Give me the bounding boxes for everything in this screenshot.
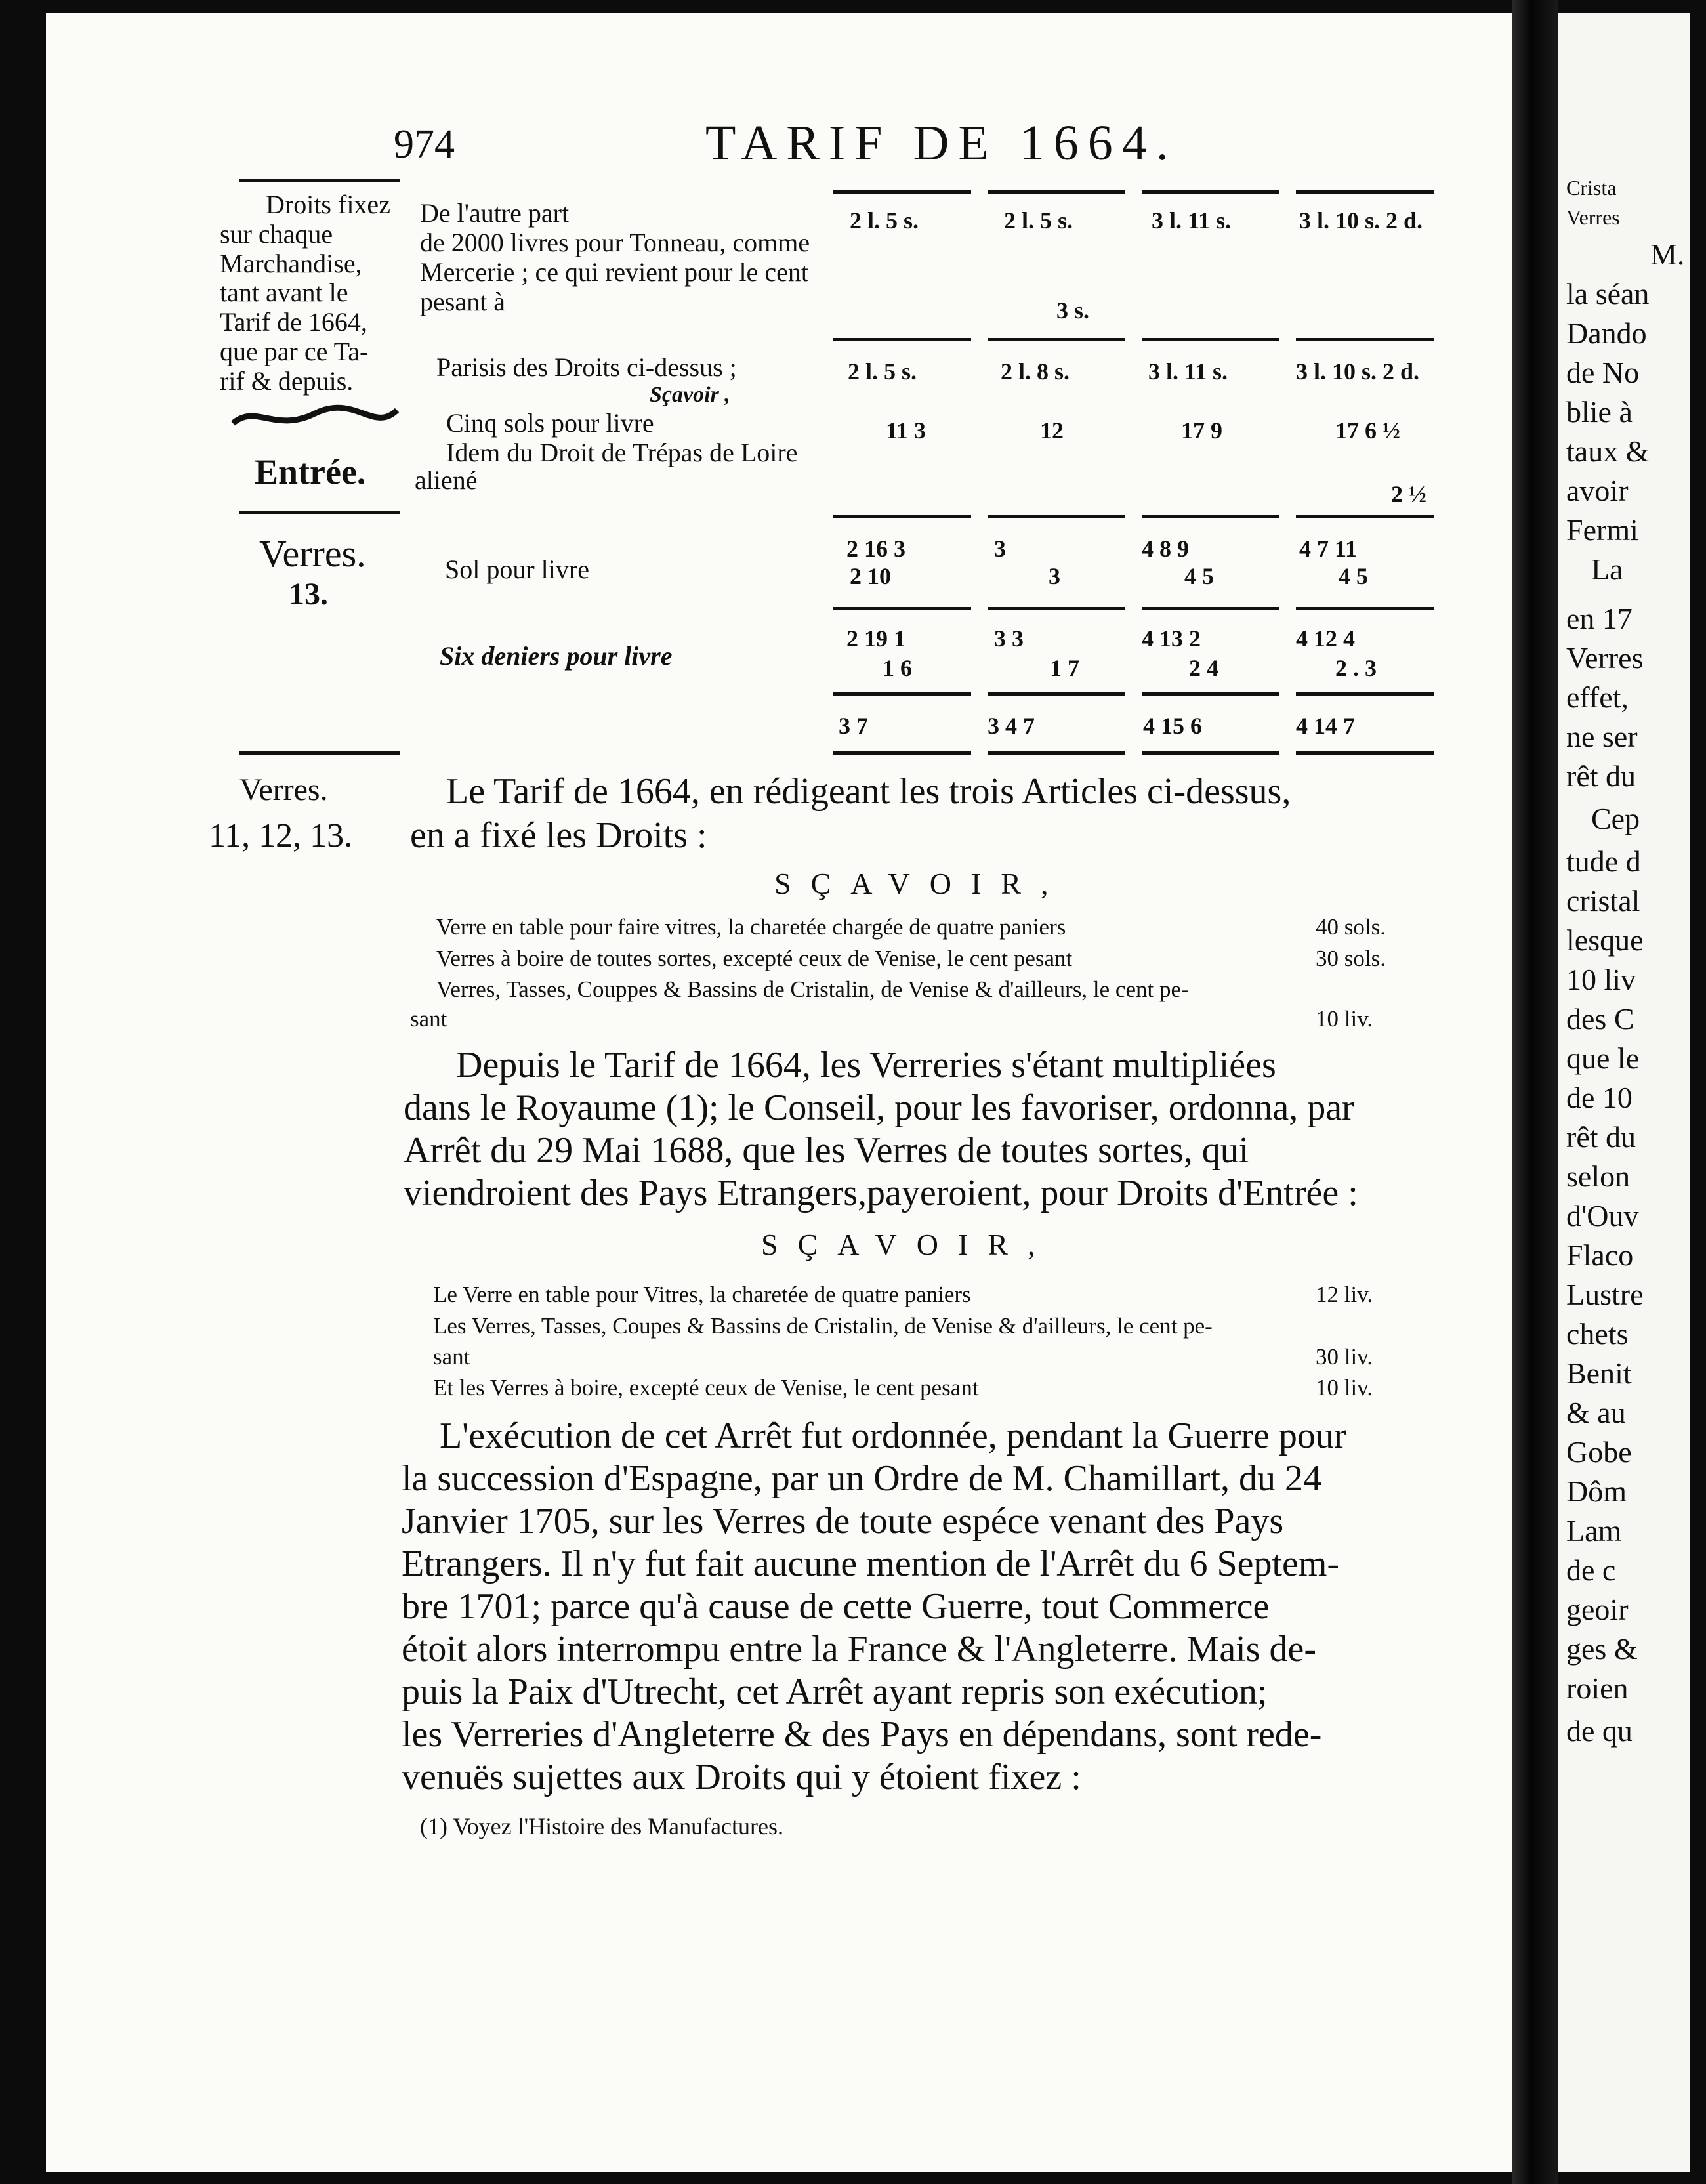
margin-note-line: rif & depuis. xyxy=(220,366,354,396)
margin-rule xyxy=(239,511,400,514)
paragraph-line: bre 1701; parce qu'à cause de cette Guerre, tout Commerce xyxy=(402,1586,1270,1627)
table-rule xyxy=(833,338,971,341)
cell-value: 12 xyxy=(1040,417,1064,444)
table-rule xyxy=(988,692,1125,696)
np-line: La xyxy=(1591,553,1623,586)
cell-total: 3 7 xyxy=(839,713,868,739)
np-line: Flaco xyxy=(1566,1238,1634,1272)
row-label: Six deniers pour livre xyxy=(440,641,673,671)
table-rule xyxy=(1296,190,1434,194)
paragraph-line: Etrangers. Il n'y fut fait aucune mention de l'Arrêt du 6 Septem- xyxy=(402,1544,1340,1584)
np-line: de 10 xyxy=(1566,1081,1633,1114)
cell-value: 3 l. 10 s. 2 d. xyxy=(1299,207,1423,234)
cell-value: 3 l. 11 s. xyxy=(1148,358,1228,385)
np-line: Lam xyxy=(1566,1514,1622,1547)
tariff-item: Verres, Tasses, Couppes & Bassins de Cristalin, de Venise & d'ailleurs, le cent pe- xyxy=(436,976,1189,1002)
table-rule xyxy=(988,338,1125,341)
facing-page-fragment xyxy=(1558,13,1690,2172)
cell-value: 1 6 xyxy=(883,655,912,681)
np-line: Verres xyxy=(1566,641,1644,675)
np-line: d'Ouv xyxy=(1566,1199,1639,1232)
np-line: rêt du xyxy=(1566,1120,1636,1154)
np-line: roien xyxy=(1566,1671,1629,1705)
table-rule xyxy=(1296,692,1434,696)
cell-value: 17 9 xyxy=(1181,417,1222,444)
scavoir-heading: SÇAVOIR, xyxy=(774,867,1068,900)
cell-value: 3 xyxy=(1049,563,1060,589)
cell-value: 2 ½ xyxy=(1391,481,1426,507)
tariff-value: 30 sols. xyxy=(1316,946,1386,971)
np-line: de qu xyxy=(1566,1714,1633,1748)
margin-verres-number: 13. xyxy=(289,577,328,612)
cell-value: 2 19 1 xyxy=(846,625,905,652)
np-line: avoir xyxy=(1566,474,1629,507)
cell-value: 2 16 3 xyxy=(846,536,905,562)
page-number: 974 xyxy=(394,122,455,167)
cell-value: 3 l. 11 s. xyxy=(1152,207,1232,234)
table-rule xyxy=(1142,338,1280,341)
margin-note xyxy=(220,190,404,396)
table-rule xyxy=(833,607,971,610)
np-line: cristal xyxy=(1566,884,1640,917)
paragraph-line: L'exécution de cet Arrêt fut ordonnée, pendant la Guerre pour xyxy=(440,1416,1346,1456)
tariff-item: Verre en table pour faire vitres, la charetée chargée de quatre paniers xyxy=(436,914,1066,940)
paragraph-line: puis la Paix d'Utrecht, cet Arrêt ayant repris son exécution; xyxy=(402,1671,1268,1712)
np-line: la séan xyxy=(1566,277,1650,310)
paragraph-line: étoit alors interrompu entre la France & l'Angleterre. Mais de- xyxy=(402,1629,1317,1670)
np-line: M. xyxy=(1650,238,1685,271)
cell-value: 2 l. 8 s. xyxy=(1001,358,1070,385)
table-rule xyxy=(833,751,971,755)
cell-value: 3 xyxy=(994,536,1006,562)
table-rule xyxy=(1142,692,1280,696)
running-title: TARIF DE 1664. xyxy=(705,116,1178,171)
cell-value: 17 6 ½ xyxy=(1335,417,1400,444)
paragraph-line: Arrêt du 29 Mai 1688, que les Verres de toutes sortes, qui xyxy=(404,1130,1249,1171)
cell-value: 4 13 2 xyxy=(1142,625,1201,652)
table-rule xyxy=(988,607,1125,610)
cell-value: 4 12 4 xyxy=(1296,625,1355,652)
margin-rule xyxy=(239,178,400,182)
paragraph-line: venuës sujettes aux Droits qui y étoient fixez : xyxy=(402,1757,1081,1797)
footnote: (1) Voyez l'Histoire des Manufactures. xyxy=(420,1813,784,1839)
np-line: Gobe xyxy=(1566,1435,1632,1469)
table-rule xyxy=(988,515,1125,518)
table-rule xyxy=(1142,190,1280,194)
table-rule xyxy=(833,190,971,194)
np-line: Cep xyxy=(1591,802,1640,835)
np-line: Dôm xyxy=(1566,1475,1627,1508)
np-line: ne ser xyxy=(1566,720,1638,753)
tariff-item: Verres à boire de toutes sortes, excepté ceux de Venise, le cent pesant xyxy=(436,946,1073,971)
cell-total: 3 4 7 xyxy=(988,713,1035,739)
margin-entree: Entrée. xyxy=(255,452,366,492)
np-line: chets xyxy=(1566,1317,1629,1351)
cell-value: 3 l. 10 s. 2 d. xyxy=(1296,358,1420,385)
np-line: lesque xyxy=(1566,923,1644,957)
tariff-value: 12 liv. xyxy=(1316,1282,1373,1307)
margin-note-line: Marchandise, xyxy=(220,248,362,278)
tariff-value: 10 liv. xyxy=(1316,1006,1373,1032)
np-line: Fermi xyxy=(1566,513,1638,547)
table-rule xyxy=(988,751,1125,755)
table-rule xyxy=(833,692,971,696)
paragraph-line: Depuis le Tarif de 1664, les Verreries s'étant multipliées xyxy=(456,1045,1276,1085)
np-line: Dando xyxy=(1566,316,1647,350)
table-rule xyxy=(1296,607,1434,610)
cell-value: 3 3 xyxy=(994,625,1024,652)
cell-value: 4 5 xyxy=(1339,563,1368,589)
np-line: Lustre xyxy=(1566,1278,1644,1311)
np-line: Verres xyxy=(1566,205,1620,229)
table-rule xyxy=(1296,338,1434,341)
tariff-item: sant xyxy=(433,1344,470,1370)
np-line: taux & xyxy=(1566,434,1650,468)
cell-value: 4 5 xyxy=(1184,563,1214,589)
np-line: des C xyxy=(1566,1002,1634,1036)
paragraph-line: Janvier 1705, sur les Verres de toute espéce venant des Pays xyxy=(402,1501,1284,1542)
margin-verres-heading: Verres. xyxy=(239,772,328,807)
row-label: Sçavoir , xyxy=(650,383,730,407)
cell-value: 2 l. 5 s. xyxy=(1004,207,1073,234)
cell-total: 4 15 6 xyxy=(1143,713,1202,739)
row-label: De l'autre part xyxy=(420,198,570,228)
row-label: pesant à xyxy=(420,287,505,316)
cell-value: 2 l. 5 s. xyxy=(850,207,919,234)
tariff-item: Le Verre en table pour Vitres, la charetée de quatre paniers xyxy=(433,1282,971,1307)
tariff-value: 10 liv. xyxy=(1316,1375,1373,1400)
np-line: en 17 xyxy=(1566,602,1633,635)
margin-note-line: que par ce Ta- xyxy=(220,336,369,366)
cell-value: 11 3 xyxy=(886,417,926,444)
np-line: Benit xyxy=(1566,1356,1632,1390)
margin-rule xyxy=(239,751,400,755)
cell-value: 2 4 xyxy=(1189,655,1218,681)
scavoir-heading: SÇAVOIR, xyxy=(761,1228,1055,1261)
tariff-item: sant xyxy=(410,1006,447,1032)
tariff-value: 40 sols. xyxy=(1316,914,1386,940)
table-rule xyxy=(833,515,971,518)
np-line: tude d xyxy=(1566,845,1641,878)
paragraph-line: la succession d'Espagne, par un Ordre de M. Chamillart, du 24 xyxy=(402,1458,1321,1499)
row-label: Cinq sols pour livre xyxy=(446,408,654,438)
table-rule xyxy=(1142,751,1280,755)
paragraph-line: en a fixé les Droits : xyxy=(410,815,707,856)
cell-value: 4 7 11 xyxy=(1299,536,1358,562)
cell-value: 2 l. 5 s. xyxy=(848,358,917,385)
table-rule xyxy=(1142,515,1280,518)
np-line: de c xyxy=(1566,1553,1616,1587)
row-label: de 2000 livres pour Tonneau, comme xyxy=(420,228,810,257)
book-gutter xyxy=(1512,0,1558,2184)
margin-note-line: Tarif de 1664, xyxy=(220,307,367,337)
cell-value: 4 8 9 xyxy=(1142,536,1189,562)
table-rule xyxy=(1296,515,1434,518)
row-label: aliené xyxy=(415,465,478,495)
cell-value: 2 10 xyxy=(850,563,891,589)
margin-verres-heading: Verres. xyxy=(259,532,366,575)
np-line: 10 liv xyxy=(1566,963,1636,996)
ornament-flourish-icon xyxy=(230,397,400,436)
row-label: Sol pour livre xyxy=(445,555,589,584)
cell-value: 1 7 xyxy=(1050,655,1079,681)
table-rule xyxy=(1296,751,1434,755)
np-line: de No xyxy=(1566,356,1640,389)
np-line: & au xyxy=(1566,1396,1626,1429)
margin-note-line: tant avant le xyxy=(220,278,348,308)
np-line: blie à xyxy=(1566,395,1633,429)
table-rule xyxy=(988,190,1125,194)
np-line: effet, xyxy=(1566,681,1629,714)
cell-value: 3 s. xyxy=(1056,297,1090,324)
table-rule xyxy=(1142,607,1280,610)
np-line: selon xyxy=(1566,1160,1631,1193)
paragraph-line: les Verreries d'Angleterre & des Pays en dépendans, sont rede- xyxy=(402,1714,1322,1755)
cell-total: 4 14 7 xyxy=(1296,713,1355,739)
np-line: rêt du xyxy=(1566,759,1636,793)
np-line: ges & xyxy=(1566,1632,1638,1666)
row-label: Parisis des Droits ci-dessus ; xyxy=(436,352,737,382)
np-line: geoir xyxy=(1566,1593,1629,1626)
tariff-item: Et les Verres à boire, excepté ceux de Venise, le cent pesant xyxy=(433,1375,979,1400)
margin-note-line: sur chaque xyxy=(220,219,333,249)
tariff-value: 30 liv. xyxy=(1316,1344,1373,1370)
paragraph-line: dans le Royaume (1); le Conseil, pour les favoriser, ordonna, par xyxy=(404,1087,1354,1128)
cell-value: 2 . 3 xyxy=(1335,655,1377,681)
tariff-item: Les Verres, Tasses, Coupes & Bassins de Cristalin, de Venise & d'ailleurs, le cent pe- xyxy=(433,1313,1213,1339)
paragraph-line: viendroient des Pays Etrangers,payeroient, pour Droits d'Entrée : xyxy=(404,1173,1358,1213)
row-label: Mercerie ; ce qui revient pour le cent xyxy=(420,257,808,287)
margin-note-line: Droits fixez xyxy=(266,190,390,219)
margin-verres-numbers: 11, 12, 13. xyxy=(209,817,353,854)
np-line: Crista xyxy=(1566,176,1617,200)
paragraph-line: Le Tarif de 1664, en rédigeant les trois Articles ci-dessus, xyxy=(446,771,1291,812)
np-line: que le xyxy=(1566,1041,1640,1075)
row-label: Idem du Droit de Trépas de Loire xyxy=(446,438,798,467)
